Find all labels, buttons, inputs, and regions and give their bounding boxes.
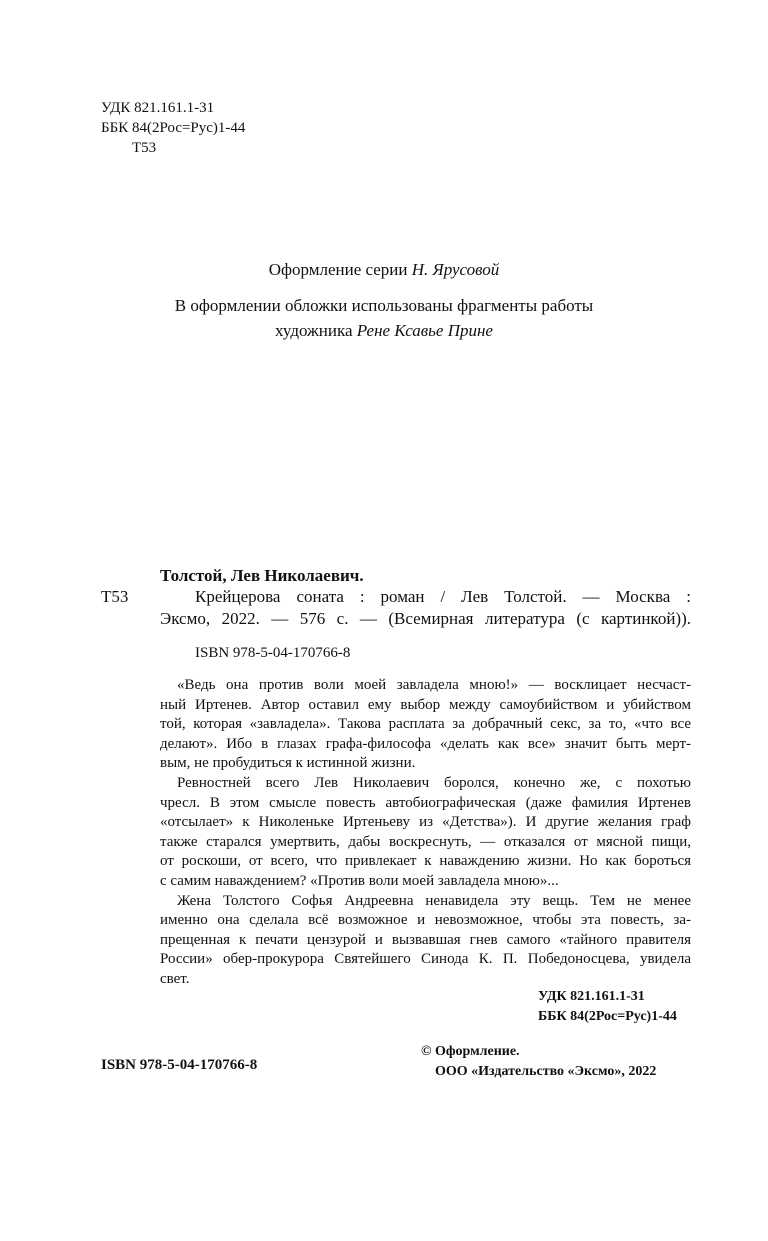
annotation-line: с самим наваждением? «Против воли моей завладела мною»... [160, 873, 559, 889]
cover-artist-name: Рене Ксавье Прине [356, 321, 493, 340]
footer-bbk-code: ББК 84(2Рос=Рус)1-44 [538, 1009, 677, 1024]
annotation-line: от роскоши, от всего, что привлекает к наваждению жизни. Но как бороться [160, 853, 691, 870]
annotation-line: «отсылает» к Николеньке Иртеньеву из «Детства»). И другие желания граф [160, 814, 691, 831]
footer-isbn: ISBN 978-5-04-170766-8 [101, 1057, 258, 1073]
copyright-design: © Оформление. [421, 1044, 520, 1059]
annotation-line: делают». Ибо в глазах графа-философа «делать как все» значит быть мерт- [160, 735, 691, 752]
annotation-line: именно она сделала всё возможное и невозможное, чтобы эта повесть, за- [160, 912, 691, 929]
cover-artist-label: художника [275, 321, 353, 340]
annotation-line: той, которая «завладела». Такова расплата за добрачный секс, за то, «что все [160, 716, 691, 733]
cover-artist-credit [0, 318, 768, 344]
udk-code: УДК 821.161.1-31 [101, 100, 215, 116]
author-mark: Т53 [132, 140, 157, 156]
annotation-line: ный Иртенев. Автор оставил ему выбор между самоубийством и убийством [160, 696, 691, 713]
annotation-line: России» обер-прокурора Святейшего Синода К. П. Победоносцева, увидела [160, 951, 691, 968]
catalog-description-line-1: Крейцерова соната : роман / Лев Толстой. — Москва : [195, 587, 691, 606]
annotation-line: чресл. В этом смысле повесть автобиографическая (даже фамилия Иртенев [160, 794, 691, 811]
series-design-label: Оформление серии [268, 260, 408, 279]
bbk-code: ББК 84(2Рос=Рус)1-44 [101, 120, 246, 136]
annotation-line: Ревностней всего Лев Николаевич боролся, конечно же, с похотью [177, 775, 691, 791]
series-design-credit [0, 257, 768, 283]
footer-udk-code: УДК 821.161.1-31 [538, 989, 645, 1004]
catalog-description-line-2: Эксмо, 2022. — 576 с. — (Всемирная литература (с картинкой)). [160, 609, 691, 628]
annotation-line: также старался умертвить, дабы воскреснуть, — отказался от мясной пищи, [160, 833, 691, 850]
series-designer-name: Н. Ярусовой [411, 260, 500, 279]
annotation-line: Жена Толстого Софья Андреевна ненавидела эту вещь. Тем не менее [177, 892, 691, 909]
cover-credit-line: В оформлении обложки использованы фрагменты работы [174, 296, 594, 315]
catalog-isbn: ISBN 978-5-04-170766-8 [195, 645, 351, 661]
catalog-author-mark: Т53 [101, 587, 129, 606]
annotation-line: свет. [160, 971, 190, 987]
annotation-line: прещенная к печати цензурой и вызвавшая гнев самого «тайного правителя [160, 931, 691, 948]
copyright-publisher: ООО «Издательство «Эксмо», 2022 [435, 1064, 657, 1079]
annotation-line: «Ведь она против воли моей завладела мною!» — восклицает несчаст- [177, 677, 691, 693]
annotation-line: вым, не пробудиться к истинной жизни. [160, 755, 416, 772]
catalog-author-heading: Толстой, Лев Николаевич. [160, 566, 364, 585]
